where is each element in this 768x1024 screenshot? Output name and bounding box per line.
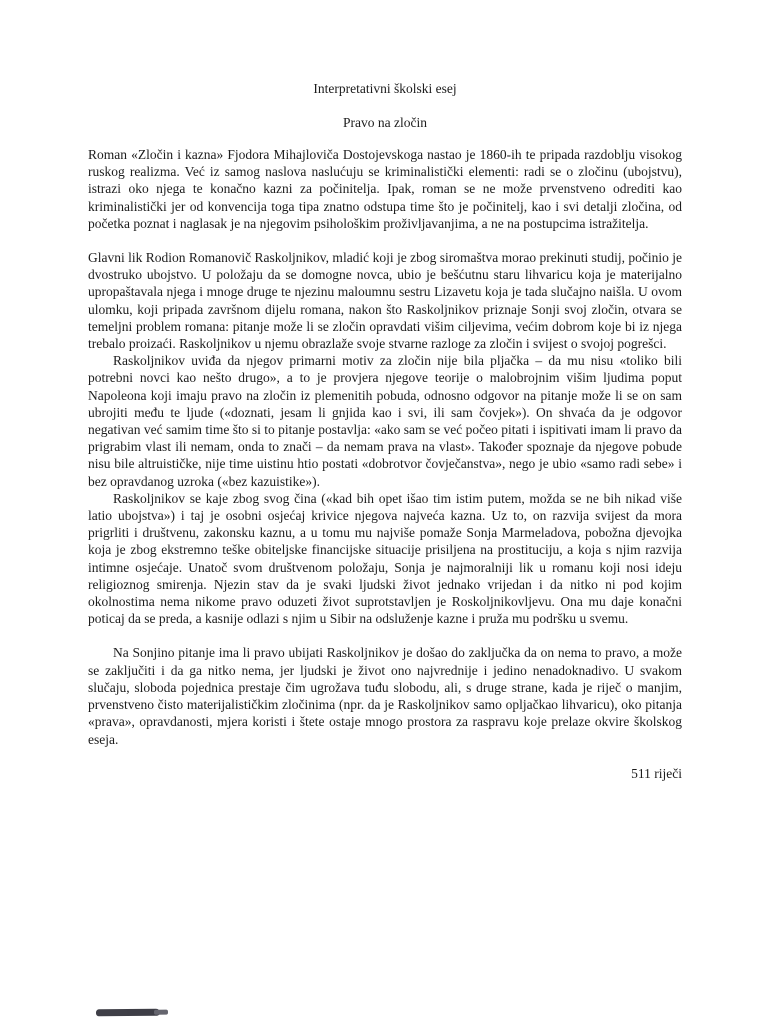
document-subtitle: Pravo na zločin — [343, 115, 427, 130]
paragraph-repentance: Raskoljnikov se kaje zbog svog čina («kad bih opet išao tim istim putem, možda se ne bih nikad više latio ubojstva») i taj je osobni osjećaj krivice njegova najveća kazna. Uz to, on razvija svijest da mora prigrliti i društvenu, zakonsku kaznu, a u tomu mu najviše pomaže Sonja Marmeladova, pobožna djevojka koja je zbog ekstremno teške obiteljske financijske situacije prisiljena na prostituciju, a koja s njim razvija intimne osjećaje. Unatoč svom društvenom položaju, Sonja je najmoralniji lik u romanu koji nosi ideju religioznog smirenja. Njezin stav da je svaki ljudski život jednako vrijedan i da nitko ni pod kojim okolnostima nema nikome pravo oduzeti život suprotstavljen je Roskoljnikovljevu. Ona mu daje konačni poticaj da se preda, a kasnije odlazi s njim u Sibir na odsluženje kazne i pruža mu podršku u svemu. — [88, 490, 682, 627]
paragraph-motive: Raskoljnikov uviđa da njegov primarni motiv za zločin nije bila pljačka – da mu nisu «toliko bili potrebni novci kao nešto drugo», a to je provjera njegove teorije o malobrojnim višim ljudima poput Napoleona koji imaju pravo na zločin iz plemenitih pobuda, odnosno odgovor na pitanje može li se on sam ubrojiti među te ljude («doznati, jesam li gnjida kao i svi, ili sam čovjek»). On shvaća da je odgovor negativan već samim time što si to pitanje postavlja: «ako sam se već počeo pitati i ispitivati imam li pravo da prigrabim vlast ili nemam, onda to znači – da nemam prava na vlast». Također spoznaje da njegove pobude nisu bile altruističke, nije time uistinu htio postati «dobrotvor čovječanstva», nego je ubio «samo radi sebe» i bez opravdanog uzroka («bez kazuistike»). — [88, 353, 682, 489]
document-title: Interpretativni školski esej — [313, 81, 457, 96]
essay-content — [88, 80, 682, 782]
essay-body — [88, 146, 682, 748]
paragraph-intro: Roman «Zločin i kazna» Fjodora Mihajloviča Dostojevskoga nastao je 1860-ih te pripada razdoblju visokog ruskog realizma. Već iz samog naslova naslućuju se kriminalistički elementi: radi se o zločinu (ubojstvu), istrazi oko njega te konačno kazni za počinitelja. Ipak, roman se ne može prvenstveno odrediti kao kriminalistički jer od konvencija toga tipa znatno odstupa time što je počinitelj, kao i svi detalji zločina, od početka poznat i naglasak je na njegovim psihološkim proživljavanjima, a ne na postupcima istražitelja. — [88, 147, 682, 231]
paragraph-conclusion: Na Sonjino pitanje ima li pravo ubijati Raskoljnikov je došao do zaključka da on nema to pravo, a može se zaključiti i da ga nitko nema, jer ljudski je život ono najvrednije i jedino nenadoknadivo. U svakom slučaju, sloboda pojednica prestaje čim ugrožava tuđu slobodu, ali, s druge strane, kada je riječ o manjim, prvenstveno čisto materijalističkim zločinima (npr. da je Raskoljnikov samo opljačkao lihvaricu), oko pitanja «prava», opravdanosti, mjera koristi i štete ostaje mnogo prostora za raspravu koje prelaze okvire školskog eseja. — [88, 645, 682, 747]
word-count-label: 511 riječi — [631, 765, 682, 781]
paragraph-plot: Glavni lik Rodion Romanovič Raskoljnikov, mladić koji je zbog siromaštva morao prekinuti studij, počinio je dvostruko ubojstvo. U položaju da se domogne novca, ubio je bešćutnu staru lihvaricu koja je materijalno upropaštavala njega i mnoge druge te njezinu maloumnu sestru Lizavetu koja je tada slučajno naišla. U ovom ulomku, koji pripada završnom dijelu romana, nakon što Raskoljnikov priznaje Sonji svoj zločin, otvara se temeljni problem romana: pitanje može li se zločin opravdati višim ciljevima, većim dobrom koje bi iz njega trebalo proizaći. Raskoljnikov u njemu obrazlaže svoje stvarne razloge za zločin i svijest o svojoj pogrešci. — [88, 250, 682, 352]
scan-artifact-mark — [96, 1009, 160, 1017]
